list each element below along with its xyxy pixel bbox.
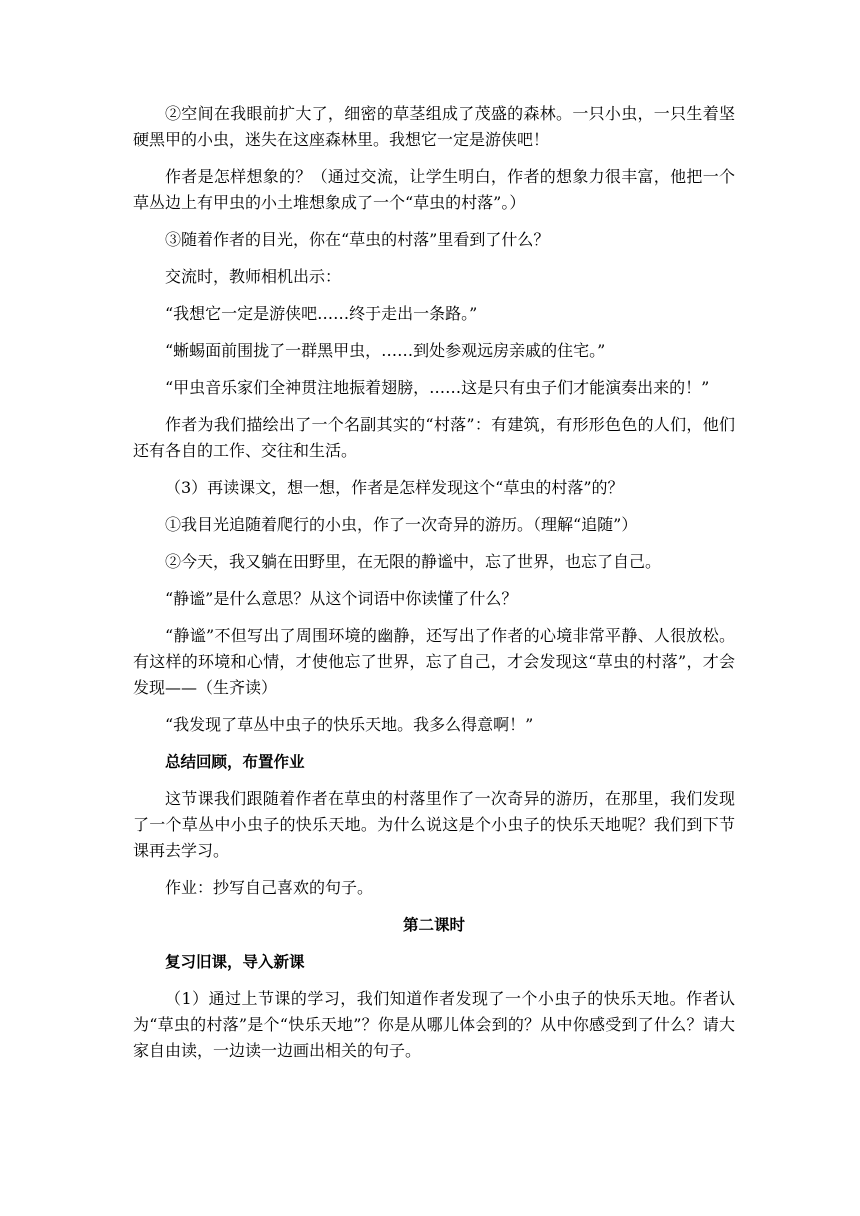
paragraph-teacher-shows: 交流时，教师相机出示： [165,267,342,286]
paragraph-review-question: （1）通过上节课的学习，我们知道作者发现了一个小虫子的快乐天地。作者认为“草虫的村落”是个“快乐天地”？你是从哪儿体会到的？从中你感受到了什么？请大家自由读，一边读一边画出相关的句子。 [133,989,735,1060]
paragraph-imagination-quote: ②空间在我眼前扩大了，细密的草茎组成了茂盛的森林。一只小虫，一只生着坚硬黑甲的小虫，迷失在这座森林里。我想它一定是游侠吧！ [133,104,735,149]
paragraph-quiet-meaning: “静谧”是什么意思？从这个词语中你读懂了什么？ [165,589,518,608]
lesson-two-title: 第二课时 [402,916,465,934]
paragraph-quote-2: “蜥蜴面前围拢了一群黑甲虫，……到处参观远房亲戚的住宅。” [165,341,606,360]
paragraph-follow-bug: ①我目光追随着爬行的小虫，作了一次奇异的游历。（理解“追随”） [165,515,638,534]
paragraph-quote-3: “甲虫音乐家们全神贯注地振着翅膀，……这是只有虫子们才能演奏出来的！” [165,378,710,397]
paragraph-question-what-seen: ③随着作者的目光，你在“草虫的村落”里看到了什么？ [165,230,550,249]
paragraph-homework: 作业：抄写自己喜欢的句子。 [165,878,374,897]
paragraph-how-imagined: 作者是怎样想象的？（通过交流，让学生明白，作者的想象力很丰富，他把一个草丛边上有甲虫的小土堆想象成了一个“草虫的村落”。） [133,167,735,212]
paragraph-lesson-summary: 这节课我们跟随着作者在草虫的村落里作了一次奇异的游历，在那里，我们发现了一个草丛中小虫子的快乐天地。为什么说这是个小虫子的快乐天地呢？我们到下节课再去学习。 [133,789,735,860]
paragraph-village-summary: 作者为我们描绘出了一个名副其实的“村落”：有建筑，有形形色色的人们，他们还有各自的工作、交往和生活。 [133,415,735,460]
paragraph-reread-question: （3）再读课文，想一想，作者是怎样发现这个“草虫的村落”的？ [165,478,624,497]
paragraph-happy-world-quote: “我发现了草丛中虫子的快乐天地。我多么得意啊！” [165,715,534,734]
section-heading-review: 复习旧课，导入新课 [165,953,305,971]
paragraph-quiet-explanation: “静谧”不但写出了周围环境的幽静，还写出了作者的心境非常平静、人很放松。有这样的环境和心情，才使他忘了世界，忘了自己，才会发现这“草虫的村落”，才会发现——（生齐读） [133,626,735,697]
document-body [133,101,735,1075]
paragraph-quote-1: “我想它一定是游侠吧……终于走出一条路。” [165,304,478,323]
section-heading-summary: 总结回顾，布置作业 [165,753,305,771]
paragraph-lying-in-field: ②今天，我又躺在田野里，在无限的静谧中，忘了世界，也忘了自己。 [165,552,662,571]
